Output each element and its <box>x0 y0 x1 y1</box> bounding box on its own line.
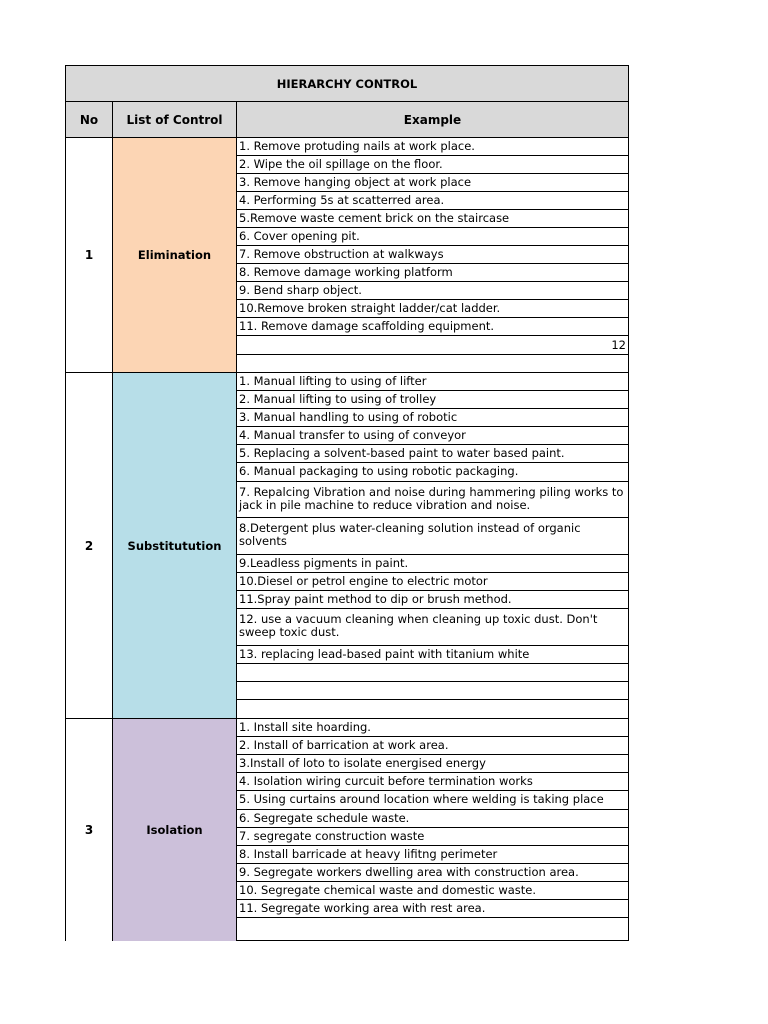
example-item-empty <box>237 918 628 941</box>
header-example: Example <box>403 112 462 127</box>
example-item: 7. segregate construction waste <box>237 828 628 846</box>
example-item: 12. use a vacuum cleaning when cleaning up toxic dust. Don't sweep toxic dust. <box>237 609 628 646</box>
section-number: 2 <box>66 373 113 718</box>
section-isolation <box>65 719 629 941</box>
example-item: 9.Leadless pigments in paint. <box>237 555 628 573</box>
example-item-empty <box>237 664 628 682</box>
example-item: 3.Install of loto to isolate energised energy <box>237 755 628 773</box>
example-item: 10.Remove broken straight ladder/cat ladder. <box>237 300 628 318</box>
control-label-isolation: Isolation <box>113 719 237 941</box>
example-item: 11.Spray paint method to dip or brush method. <box>237 591 628 609</box>
section-substitution <box>65 373 629 719</box>
example-item-empty <box>237 700 628 718</box>
hierarchy-control-table <box>65 65 629 941</box>
section-number: 3 <box>66 719 113 941</box>
example-item: 7. Repalcing Vibration and noise during hammering piling works to jack in pile machine to reduce vibration and noise. <box>237 482 628 518</box>
example-item: 5. Using curtains around location where welding is taking place <box>237 791 628 810</box>
example-item: 10. Segregate chemical waste and domestic waste. <box>237 882 628 900</box>
example-item: 5. Replacing a solvent-based paint to water based paint. <box>237 445 628 463</box>
example-item: 8.Detergent plus water-cleaning solution instead of organic solvents <box>237 518 628 555</box>
example-item: 3. Manual handling to using of robotic <box>237 409 628 427</box>
example-item: 1. Manual lifting to using of lifter <box>237 373 628 391</box>
example-item: 11. Segregate working area with rest area. <box>237 900 628 918</box>
example-item: 8. Remove damage working platform <box>237 264 628 282</box>
example-item: 9. Segregate workers dwelling area with construction area. <box>237 864 628 882</box>
example-list <box>237 373 628 718</box>
table-title: HIERARCHY CONTROL <box>65 65 629 102</box>
header-row <box>65 102 629 138</box>
example-item: 2. Install of barrication at work area. <box>237 737 628 755</box>
example-item: 4. Isolation wiring curcuit before termination works <box>237 773 628 791</box>
example-item: 6. Segregate schedule waste. <box>237 810 628 828</box>
example-list <box>237 719 628 941</box>
example-item: 1. Remove protuding nails at work place. <box>237 138 628 156</box>
header-no: No <box>66 102 113 137</box>
example-item: 3. Remove hanging object at work place <box>237 174 628 192</box>
control-label-substitution: Substitutution <box>113 373 237 718</box>
example-item: 13. replacing lead-based paint with titanium white <box>237 646 628 664</box>
example-item-empty <box>237 682 628 700</box>
example-item: 9. Bend sharp object. <box>237 282 628 300</box>
header-list-of-control: List of Control <box>113 102 237 137</box>
example-item: 4. Manual transfer to using of conveyor <box>237 427 628 445</box>
example-item: 2. Wipe the oil spillage on the floor. <box>237 156 628 174</box>
example-item: 2. Manual lifting to using of trolley <box>237 391 628 409</box>
example-item: 1. Install site hoarding. <box>237 719 628 737</box>
example-item: 11. Remove damage scaffolding equipment. <box>237 318 628 336</box>
example-item: 6. Manual packaging to using robotic packaging. <box>237 463 628 482</box>
example-item: 7. Remove obstruction at walkways <box>237 246 628 264</box>
section-elimination <box>65 138 629 373</box>
control-label-elimination: Elimination <box>113 138 237 372</box>
example-item: 6. Cover opening pit. <box>237 228 628 246</box>
example-item-empty <box>237 355 628 372</box>
example-item: 8. Install barricade at heavy lifitng perimeter <box>237 846 628 864</box>
example-item: 5.Remove waste cement brick on the staircase <box>237 210 628 228</box>
example-count: 12 <box>237 336 628 355</box>
example-item: 4. Performing 5s at scatterred area. <box>237 192 628 210</box>
example-list <box>237 138 628 372</box>
section-number: 1 <box>66 138 113 372</box>
example-item: 10.Diesel or petrol engine to electric motor <box>237 573 628 591</box>
